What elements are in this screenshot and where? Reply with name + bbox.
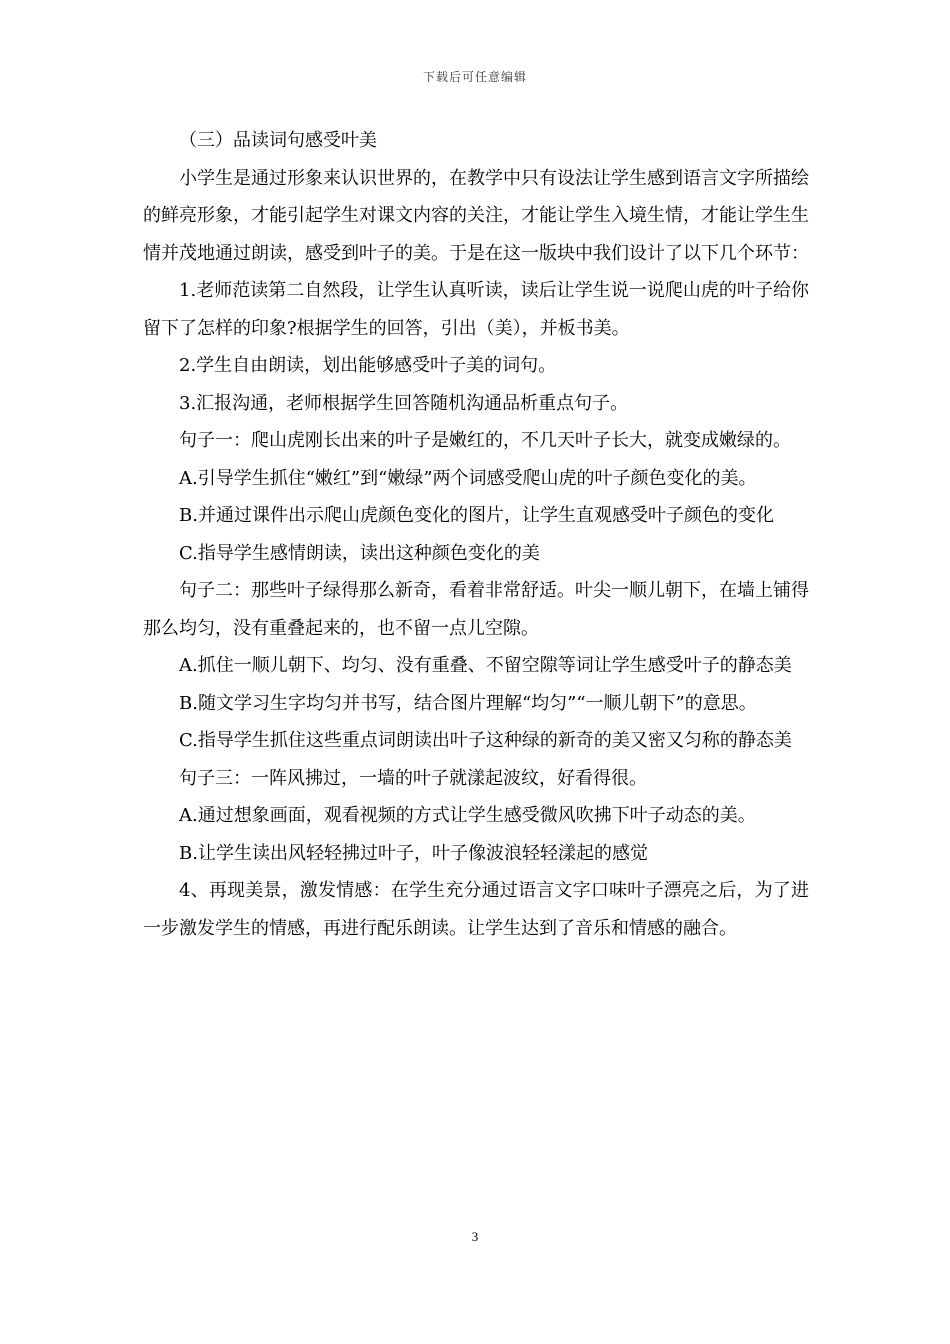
sentence-two: 句子二：那些叶子绿得那么新奇，看着非常舒适。叶尖一顺儿朝下，在墙上铺得那么均匀，没有重叠起来的，也不留一点儿空隙。: [143, 580, 809, 639]
paragraph-step-3: 3.汇报沟通，老师根据学生回答随机沟通品析重点句子。: [179, 392, 629, 414]
sentence-one: 句子一：爬山虎刚长出来的叶子是嫩红的，不几天叶子长大，就变成嫩绿的。: [179, 430, 791, 451]
paragraph-intro: 小学生是通过形象来认识世界的，在教学中只有设法让学生感到语言文字所描绘的鲜亮形象，才能引起学生对课文内容的关注，才能让学生入境生情，才能让学生生情并茂地通过朗读，感受到叶子的美。于是在这一版块中我们设计了以下几个环节：: [143, 167, 809, 264]
paragraph-step-2: 2.学生自由朗读，划出能够感受叶子美的词句。: [179, 355, 557, 376]
page-number: 3: [471, 1229, 479, 1244]
sentence-three-point-b: B.让学生读出风轻轻拂过叶子，叶子像波浪轻轻漾起的感觉: [179, 842, 648, 864]
section-heading: （三）品读词句感受叶美: [179, 130, 377, 151]
sentence-one-point-b: B.并通过课件出示爬山虎颜色变化的图片，让学生直观感受叶子颜色的变化: [179, 505, 774, 526]
sentence-two-point-a: A.抓住一顺儿朝下、均匀、没有重叠、不留空隙等词让学生感受叶子的静态美: [179, 655, 792, 676]
paragraph-step-4: 4、再现美景，激发情感：在学生充分通过语言文字口味叶子漂亮之后，为了进一步激发学生的情感，再进行配乐朗读。让学生达到了音乐和情感的融合。: [143, 880, 809, 939]
document-body: [143, 122, 809, 947]
sentence-one-point-a: A.引导学生抓住“嫩红”到“嫩绿”两个词感受爬山虎的叶子颜色变化的美。: [179, 467, 757, 489]
sentence-two-point-b: B.随文学习生字均匀并书写，结合图片理解“均匀”“一顺儿朝下”的意思。: [179, 692, 757, 714]
sentence-three-point-a: A.通过想象画面，观看视频的方式让学生感受微风吹拂下叶子动态的美。: [179, 805, 756, 826]
sentence-three: 句子三：一阵风拂过，一墙的叶子就漾起波纹，好看得很。: [179, 767, 647, 789]
page-header: 下载后可任意编辑: [422, 70, 527, 84]
paragraph-step-1: 1.老师范读第二自然段，让学生认真听读，读后让学生说一说爬山虎的叶子给你留下了怎样的印象?根据学生的回答，引出（美），并板书美。: [143, 280, 809, 339]
sentence-two-point-c: C.指导学生抓住这些重点词朗读出叶子这种绿的新奇的美又密又匀称的静态美: [179, 730, 792, 751]
sentence-one-point-c: C.指导学生感情朗读，读出这种颜色变化的美: [179, 542, 540, 564]
